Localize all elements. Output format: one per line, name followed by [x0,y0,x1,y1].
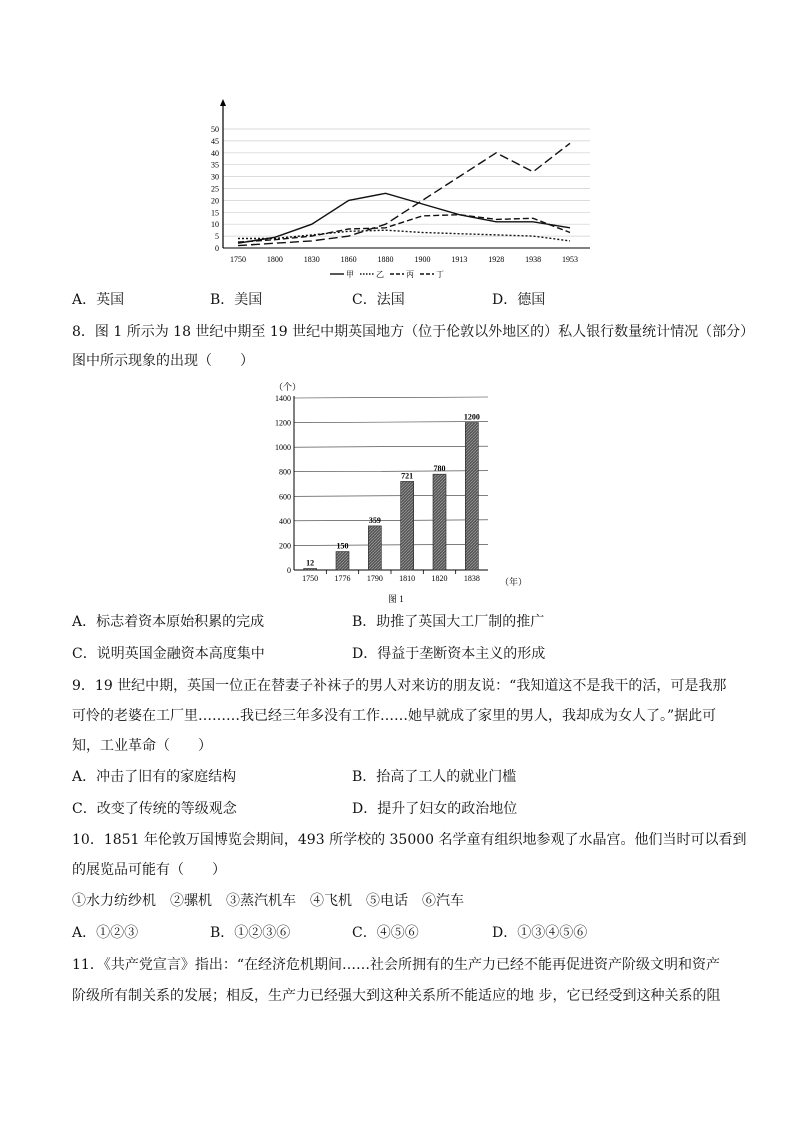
q10-option-d[interactable]: D．①③④⑤⑥ [492,925,588,941]
series-line-乙 [238,230,570,241]
gridline [294,495,488,496]
y-axis-ticks [275,394,291,575]
gridline [294,397,488,398]
y-tick-label: 1400 [275,394,291,403]
y-tick-label: 25 [211,184,219,194]
chart-axes [220,99,590,248]
y-tick-label: 40 [211,148,219,158]
q10-stem-line2: 的展览品可能有（ ） [72,862,226,878]
gridline [294,471,488,472]
chart-legend [330,270,444,279]
q8-option-b[interactable]: B．助推了英国大工厂制的推广 [352,614,545,630]
q8-stem-line2: 图中所示现象的出现（ ） [72,353,254,369]
q8-stem-line1: 8．图 1 所示为 18 世纪中期至 19 世纪中期英国地方（位于伦敦以外地区的）私人银行数量统计情况（部分） [72,324,755,340]
y-tick-label: 600 [279,492,291,502]
bar-value-label: 150 [336,541,349,551]
y-tick-label: 1000 [275,443,291,453]
q9-option-c[interactable]: C．改变了传统的等级观念 [72,801,237,817]
legend-label: 甲 [346,270,354,279]
x-tick-label: 1860 [340,255,357,264]
gridline [294,422,488,423]
bar-1750 [304,569,317,570]
bar-value-label: 721 [401,471,414,481]
q9-option-b[interactable]: B．抬高了工人的就业门槛 [352,769,517,785]
x-tick-label: 1900 [414,255,431,264]
x-unit-label: （年） [500,577,528,587]
y-tick-label: 0 [215,244,219,253]
y-tick-label: 15 [211,208,219,218]
x-tick-label: 1800 [266,255,283,264]
chart-caption: 图 1 [388,594,404,604]
q10-option-b[interactable]: B．①②③⑥ [210,925,291,941]
chart-series [238,143,570,245]
q10-stem-line1: 10．1851 年伦敦万国博览会期间，493 所学校的 35000 名学童有组织地参观了水晶宫。他们当时可以看到 [72,832,747,848]
series-line-丁 [238,143,570,245]
bar-1790 [368,526,381,570]
bar-value-label: 780 [433,464,446,474]
q8-option-c[interactable]: C．说明英国金融资本高度集中 [72,646,265,662]
bar-value-label: 1200 [463,412,480,422]
bar-value-label: 359 [368,515,381,525]
q7-option-b[interactable]: B．美国 [210,292,263,308]
bar-1810 [401,481,414,570]
x-tick-label: 1913 [451,255,468,264]
q9-stem-line2: 可怜的老婆在工厂里………我已经三年多没有工作……她早就成了家里的男人，我却成为女人了。”据此可 [72,708,717,724]
q7-option-d[interactable]: D．德国 [492,292,546,308]
y-tick-label: 400 [279,516,291,526]
line-chart [195,95,605,285]
q11-stem-line1: 11．《共产党宣言》指出：“在经济危机期间……社会所拥有的生产力已经不能再促进资产阶级文明和资产 [72,957,720,973]
q11-stem-line2: 阶级所有制关系的发展；相反，生产力已经强大到这种关系所不能适应的地 步，它已经受到这种关系的阻 [72,988,721,1004]
y-tick-label: 35 [211,160,219,170]
gridline [294,446,488,447]
chart-gridlines [294,397,488,545]
x-tick-label: 1838 [463,574,480,583]
y-tick-label: 800 [279,467,291,477]
chart-bars [304,413,480,570]
legend-label: 乙 [376,270,384,279]
bar-1838 [465,423,478,570]
bar-1776 [336,552,349,570]
x-tick-label: 1790 [366,574,383,583]
x-axis-ticks [302,570,480,583]
gridline [294,544,488,545]
q9-option-d[interactable]: D．提升了妇女的政治地位 [352,801,518,817]
y-tick-label: 0 [287,566,291,575]
x-axis-ticks [230,255,578,264]
q10-option-a[interactable]: A．①②③ [72,925,139,941]
q9-stem-line3: 知，工业革命（ ） [72,738,212,754]
x-tick-label: 1820 [431,574,448,583]
y-tick-label: 200 [279,541,291,551]
y-tick-label: 50 [211,125,219,134]
x-tick-label: 1750 [302,574,319,583]
x-tick-label: 1938 [525,255,542,264]
chart-gridlines [223,129,590,236]
q7-option-a[interactable]: A．英国 [72,292,125,308]
legend-label: 丁 [436,270,444,279]
bar-value-label: 12 [306,558,315,568]
x-tick-label: 1776 [334,574,351,583]
q8-option-a[interactable]: A．标志着资本原始积累的完成 [72,614,265,630]
q10-items: ①水力纺纱机 ②骡机 ③蒸汽机车 ④飞机 ⑤电话 ⑥汽车 [72,893,464,909]
y-axis-arrow [220,99,226,106]
series-line-甲 [238,193,570,243]
bar-1820 [433,474,446,570]
y-tick-label: 10 [211,220,219,230]
y-tick-label: 45 [211,136,219,146]
x-tick-label: 1830 [303,255,320,264]
x-tick-label: 1953 [562,255,578,264]
q7-option-c[interactable]: C．法国 [352,292,405,308]
q8-option-d[interactable]: D．得益于垄断资本主义的形成 [352,646,546,662]
bar-chart [260,378,530,608]
y-unit-label: （个） [274,382,302,392]
x-tick-label: 1750 [230,255,246,264]
q9-stem-line1: 9．19 世纪中期，英国一位正在替妻子补袜子的男人对来访的朋友说：“我知道这不是我干的活，可是我那 [72,678,727,694]
y-axis-ticks [211,125,219,253]
y-tick-label: 30 [211,172,219,182]
gridline [294,520,488,521]
y-tick-label: 1200 [275,418,291,428]
y-tick-label: 5 [215,232,219,242]
y-tick-label: 20 [211,196,219,206]
q10-option-c[interactable]: C．④⑤⑥ [352,925,419,941]
x-tick-label: 1880 [377,255,394,264]
series-line-丙 [238,215,570,242]
legend-label: 丙 [406,270,414,279]
x-tick-label: 1928 [488,255,505,264]
x-tick-label: 1810 [399,574,416,583]
q9-option-a[interactable]: A．冲击了旧有的家庭结构 [72,769,237,785]
